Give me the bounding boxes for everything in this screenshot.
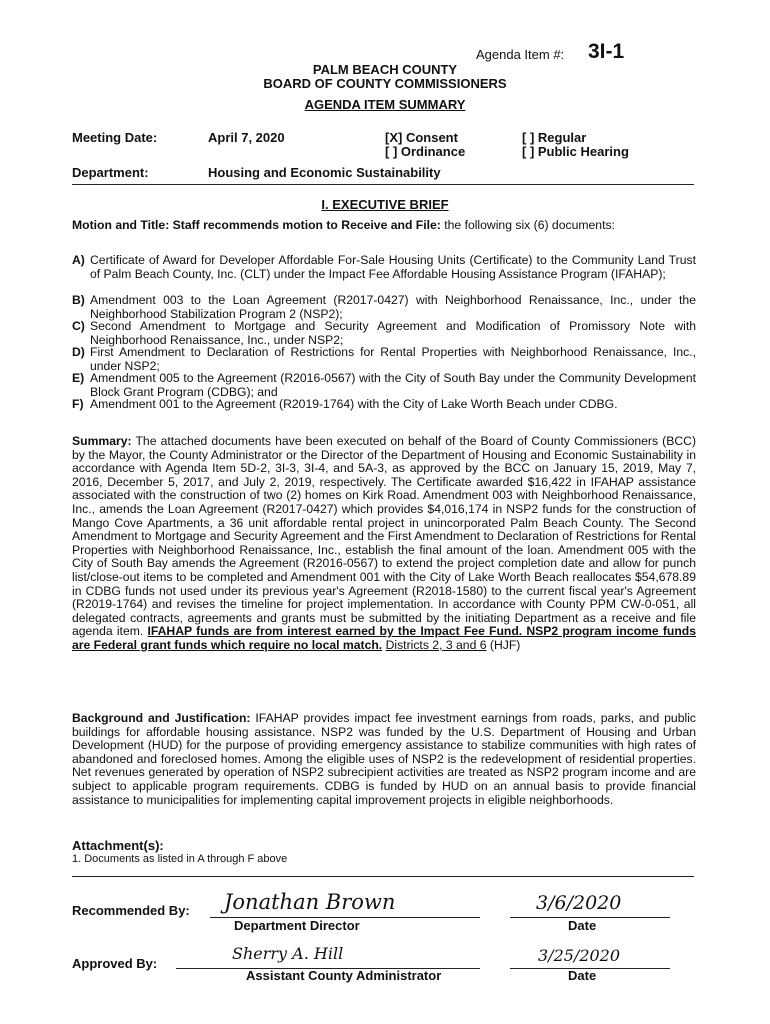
- list-label: A): [72, 253, 85, 267]
- executive-brief-heading: I. EXECUTIVE BRIEF: [321, 197, 449, 212]
- list-text: Amendment 001 to the Agreement (R2019-1764) with the City of Lake Worth Beach under CDBG.: [90, 397, 618, 411]
- list-text: Second Amendment to Mortgage and Security Agreement and Modification of Promissory Note with Neighborhood Renaissance, Inc., under NSP2;: [90, 319, 696, 347]
- summary-label: Summary:: [72, 434, 132, 448]
- agenda-item-label: Agenda Item #:: [476, 47, 565, 62]
- background-label: Background and Justification:: [72, 711, 251, 725]
- motion-label: Motion and Title:: [72, 218, 170, 232]
- approved-by-label: Approved By:: [72, 956, 158, 971]
- background-text: IFAHAP provides impact fee investment earnings from roads, parks, and public buildings for affordable housing assistance. NSP2 was funded by the U.S. Department of Housing and Urban Development (HUD) for the purpose of providing emergency assistance to stabilize communities with high rates of abandoned and foreclosed homes. Among the eligible uses of NSP2 is the redevelopment of residential properties. Net revenues generated by operation of NSP2 subrecipient activities are treated as NSP2 program income and are subject to applicable program requirements. CDBG is funded by HUD on an annual basis to provide financial assistance to municipalities for implementing capital improvement projects in eligible neighborhoods.: [72, 711, 697, 807]
- department-label: Department:: [72, 165, 149, 180]
- list-item-f: [72, 398, 696, 412]
- districts: Districts 2, 3 and 6: [385, 637, 487, 652]
- department-director-title: Department Director: [234, 918, 360, 933]
- summary-emphasis: IFAHAP funds are from interest earned by the Impact Fee Fund. NSP2 program income funds are Federal grant funds which require no local match.: [72, 624, 697, 652]
- divider: [72, 876, 694, 877]
- list-text: First Amendment to Declaration of Restrictions for Rental Properties with Neighborhood Renaissance, Inc., under NSP2;: [90, 345, 696, 373]
- approved-date: 3/25/2020: [538, 946, 621, 965]
- recommended-date: 3/6/2020: [536, 892, 622, 914]
- motion-bold: Staff recommends motion to Receive and File:: [172, 218, 441, 232]
- divider: [72, 184, 694, 185]
- recommended-by-label: Recommended By:: [72, 903, 190, 918]
- date-label-1: Date: [568, 918, 597, 933]
- list-item-d: [72, 346, 696, 373]
- list-label: D): [72, 345, 85, 359]
- list-item-c: [72, 320, 696, 347]
- ordinance-checkbox: [ ] Ordinance: [385, 144, 466, 159]
- list-text: Certificate of Award for Developer Affordable For-Sale Housing Units (Certificate) to the Community Land Trust of Palm Beach County, Inc. (CLT) under the Impact Fee Affordable Housing Assistance Program (IFAHAP);: [90, 253, 696, 281]
- department-name: Housing and Economic Sustainability: [208, 165, 441, 180]
- list-label: C): [72, 319, 85, 333]
- regular-checkbox: [ ] Regular: [522, 130, 587, 145]
- initials: (HJF): [489, 637, 521, 652]
- list-text: Amendment 003 to the Loan Agreement (R2017-0427) with Neighborhood Renaissance, Inc., under the Neighborhood Stabilization Program 2 (NSP2);: [90, 293, 696, 321]
- list-label: E): [72, 371, 85, 385]
- summary-text: The attached documents have been executed on behalf of the Board of County Commissioners (BCC) by the Mayor, the County Administrator or the Director of the Department of Housing and Economic Sustainability in accordance with Agenda Item 5D-2, 3I-3, 3I-4, and 5A-3, as approved by the BCC on January 15, 2019, May 7, 2016, December 5, 2017, and July 2, 2019, respectively. The Certificate awarded $16,422 in IFAHAP assistance associated with the construction of two (2) homes on Kirk Road. Amendment 003 with Neighborhood Renaissance, Inc., amends the Loan Agreement (R2017-0427) which provides $4,016,174 in NSP2 funds for the construction of Mango Cove Apartments, a 36 unit affordable rental project in unincorporated Palm Beach County. The Second Amendment to Mortgage and Security Agreement and the First Amendment to Declaration of Restrictions for Rental Properties with Neighborhood Renaissance, Inc., establish the final amount of the loan. Amendment 005 with the City of South Bay amends the Agreement (R2016-0567) to extend the project completion date and allow for punch list/close-out items to be completed and Amendment 001 with the City of Lake Worth Beach reallocates $54,678.89 in CDBG funds not used under its previous year's Agreement (R2018-1580) to the current fiscal year's Agreement (R2019-1764) and revises the timeline for project implementation. In accordance with County PPM CW-0-051, all delegated contracts, agreements and grants must be submitted by the initiating Department as a receive and file agenda item.: [72, 434, 697, 639]
- list-item-b: [72, 294, 696, 321]
- public-hearing-checkbox: [ ] Public Hearing: [522, 144, 629, 159]
- list-label: F): [72, 397, 84, 411]
- summary-title: AGENDA ITEM SUMMARY: [304, 97, 466, 112]
- assistant-county-administrator-title: Assistant County Administrator: [246, 968, 442, 983]
- meeting-date: April 7, 2020: [208, 130, 285, 145]
- attachments-label: Attachment(s):: [72, 838, 164, 853]
- motion-paragraph: [72, 219, 696, 233]
- agenda-item-number: 3I-1: [588, 40, 625, 63]
- recommended-signature: Jonathan Brown: [224, 890, 396, 914]
- consent-checkbox: [X] Consent: [385, 130, 458, 145]
- list-label: B): [72, 293, 85, 307]
- meeting-date-label: Meeting Date:: [72, 130, 158, 145]
- summary-paragraph: [72, 435, 696, 653]
- approved-signature: Sherry A. Hill: [232, 944, 344, 963]
- board-name: BOARD OF COUNTY COMMISSIONERS: [263, 76, 507, 91]
- attachments-text: 1. Documents as listed in A through F above: [72, 853, 288, 865]
- motion-text: the following six (6) documents:: [444, 218, 615, 232]
- list-text: Amendment 005 to the Agreement (R2016-0567) with the City of South Bay under the Community Development Block Grant Program (CDBG); and: [90, 371, 696, 399]
- county-name: PALM BEACH COUNTY: [312, 62, 458, 77]
- background-paragraph: [72, 712, 696, 807]
- list-item-e: [72, 372, 696, 399]
- list-item-a: [72, 254, 696, 281]
- date-label-2: Date: [568, 968, 597, 983]
